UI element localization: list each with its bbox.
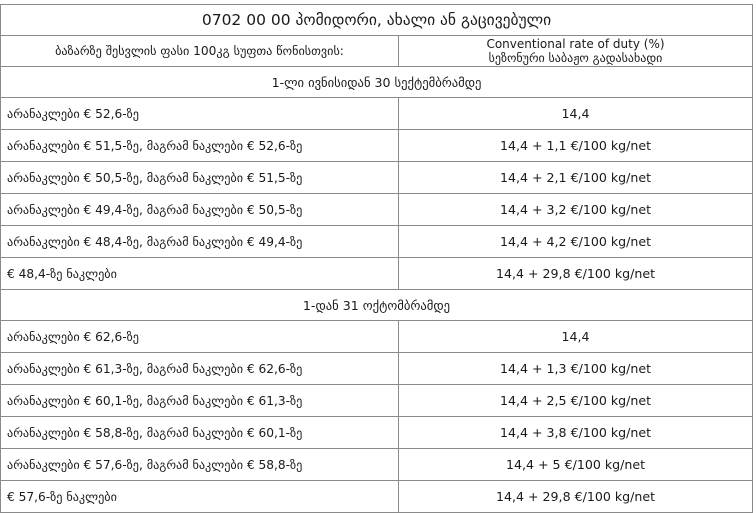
table-row: [1, 194, 753, 226]
price-condition: არანაკლები € 52,6-ზე: [1, 98, 399, 130]
duty-rate: 14,4: [399, 98, 753, 130]
price-condition: არანაკლები € 51,5-ზე, მაგრამ ნაკლები € 52,6-ზე: [1, 130, 399, 162]
period-label: 1-ლი ივნისიდან 30 სექტემბრამდე: [1, 67, 753, 98]
duty-rate: 14,4 + 29,8 €/100 kg/net: [399, 258, 753, 290]
table-row: [1, 385, 753, 417]
duty-rate: 14,4 + 5 €/100 kg/net: [399, 449, 753, 481]
table-row: [1, 130, 753, 162]
header-price-label: ბაზარზე შესვლის ფასი 100კგ სუფთა წონისთვის:: [1, 36, 399, 67]
period-label: 1-დან 31 ოქტომბრამდე: [1, 290, 753, 321]
table-row: [1, 417, 753, 449]
price-condition: არანაკლები € 50,5-ზე, მაგრამ ნაკლები € 51,5-ზე: [1, 162, 399, 194]
duty-rate: 14,4: [399, 321, 753, 353]
price-condition: არანაკლები € 48,4-ზე, მაგრამ ნაკლები € 49,4-ზე: [1, 226, 399, 258]
period-row: [1, 290, 753, 321]
period-row: [1, 67, 753, 98]
table-row: [1, 481, 753, 513]
price-condition: არანაკლები € 60,1-ზე, მაგრამ ნაკლები € 61,3-ზე: [1, 385, 399, 417]
price-condition: € 48,4-ზე ნაკლები: [1, 258, 399, 290]
duty-rate: 14,4 + 1,3 €/100 kg/net: [399, 353, 753, 385]
table-row: [1, 321, 753, 353]
duty-rate: 14,4 + 3,8 €/100 kg/net: [399, 417, 753, 449]
table-row: [1, 449, 753, 481]
price-condition: არანაკლები € 62,6-ზე: [1, 321, 399, 353]
duty-table: [0, 4, 753, 513]
price-condition: არანაკლები € 58,8-ზე, მაგრამ ნაკლები € 60,1-ზე: [1, 417, 399, 449]
table-row: [1, 353, 753, 385]
price-condition: არანაკლები € 49,4-ზე, მაგრამ ნაკლები € 50,5-ზე: [1, 194, 399, 226]
table-row: [1, 98, 753, 130]
header-rate-label: [399, 36, 753, 67]
table-row: [1, 258, 753, 290]
table-row: [1, 162, 753, 194]
duty-rate: 14,4 + 2,1 €/100 kg/net: [399, 162, 753, 194]
duty-rate: 14,4 + 2,5 €/100 kg/net: [399, 385, 753, 417]
duty-rate: 14,4 + 4,2 €/100 kg/net: [399, 226, 753, 258]
table-title: 0702 00 00 პომიდორი, ახალი ან გაცივებული: [1, 5, 753, 36]
header-rate-line2: სეზონური საბაჟო გადასახადი: [488, 51, 663, 65]
title-row: [1, 5, 753, 36]
header-rate-line1: Conventional rate of duty (%): [486, 37, 665, 51]
price-condition: € 57,6-ზე ნაკლები: [1, 481, 399, 513]
price-condition: არანაკლები € 61,3-ზე, მაგრამ ნაკლები € 62,6-ზე: [1, 353, 399, 385]
price-condition: არანაკლები € 57,6-ზე, მაგრამ ნაკლები € 58,8-ზე: [1, 449, 399, 481]
duty-rate: 14,4 + 3,2 €/100 kg/net: [399, 194, 753, 226]
duty-rate: 14,4 + 29,8 €/100 kg/net: [399, 481, 753, 513]
header-row: [1, 36, 753, 67]
duty-rate: 14,4 + 1,1 €/100 kg/net: [399, 130, 753, 162]
table-row: [1, 226, 753, 258]
